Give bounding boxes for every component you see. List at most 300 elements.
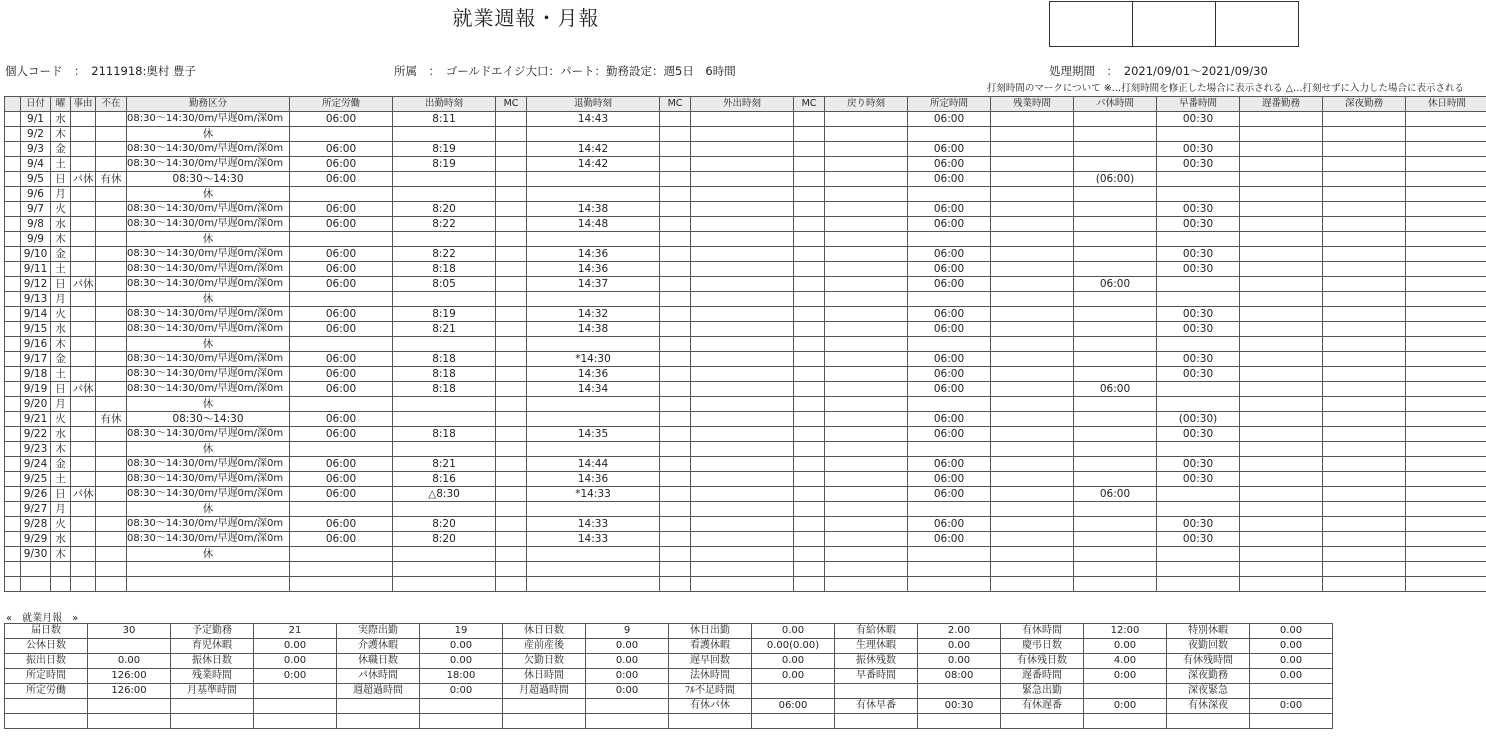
shift-cell: 08:30～14:30/0m/早遅0m/深0m [127, 532, 290, 547]
fixed-hours-cell: 06:00 [908, 307, 991, 322]
holiday-hours-cell [1406, 577, 1486, 592]
reason-cell [71, 187, 96, 202]
go-out-cell [691, 217, 794, 232]
summary-label: 有休時間 [1001, 624, 1084, 639]
late-shift-cell [1240, 412, 1323, 427]
summary-label: 産前産後 [503, 639, 586, 654]
weekday-cell [51, 562, 71, 577]
scheduled-work-cell: 06:00 [290, 457, 393, 472]
summary-value [1084, 684, 1167, 699]
go-out-cell [691, 307, 794, 322]
mc-cell [794, 247, 825, 262]
summary-label: 有休早番 [835, 699, 918, 714]
mc-cell [794, 202, 825, 217]
late-shift-cell [1240, 457, 1323, 472]
go-out-cell [691, 547, 794, 562]
fixed-hours-cell: 06:00 [908, 352, 991, 367]
summary-value: 0.00 [1250, 624, 1333, 639]
early-shift-cell: 00:30 [1157, 112, 1240, 127]
late-shift-cell [1240, 427, 1323, 442]
early-shift-cell [1157, 487, 1240, 502]
column-header: 休日時間 [1406, 97, 1486, 112]
summary-label: 夜勤回数 [1167, 639, 1250, 654]
table-row [5, 382, 1486, 397]
mc-cell [660, 187, 691, 202]
scheduled-work-cell [290, 397, 393, 412]
clock-in-cell: 8:16 [393, 472, 496, 487]
clock-out-cell: *14:30 [527, 352, 660, 367]
absence-cell [96, 202, 127, 217]
summary-value [88, 699, 171, 714]
part-leave-cell [1074, 142, 1157, 157]
mc-cell [794, 547, 825, 562]
column-header: 深夜勤務 [1323, 97, 1406, 112]
mc-cell [660, 292, 691, 307]
night-shift-cell [1323, 307, 1406, 322]
scheduled-work-cell [290, 337, 393, 352]
mc-cell [496, 442, 527, 457]
late-shift-cell [1240, 202, 1323, 217]
go-out-cell [691, 127, 794, 142]
summary-label: 公休日数 [5, 639, 88, 654]
return-cell [825, 532, 908, 547]
late-shift-cell [1240, 187, 1323, 202]
holiday-hours-cell [1406, 232, 1486, 247]
date-cell: 9/5 [21, 172, 51, 187]
clock-in-cell [393, 232, 496, 247]
weekday-cell: 月 [51, 502, 71, 517]
date-cell: 9/10 [21, 247, 51, 262]
shift-cell: 休 [127, 232, 290, 247]
shift-cell: 休 [127, 502, 290, 517]
table-row [5, 202, 1486, 217]
summary-label [337, 714, 420, 729]
overtime-cell [991, 412, 1074, 427]
summary-value: 0.00 [254, 639, 337, 654]
weekday-cell: 土 [51, 262, 71, 277]
early-shift-cell: 00:30 [1157, 457, 1240, 472]
reason-cell: パ休 [72, 173, 94, 185]
summary-label: 看護休暇 [669, 639, 752, 654]
night-shift-cell [1323, 217, 1406, 232]
summary-label: 遅早回数 [669, 654, 752, 669]
summary-value: 0.00 [918, 654, 1001, 669]
mc-cell [496, 517, 527, 532]
summary-value [1084, 714, 1167, 729]
row-marker [5, 232, 21, 247]
night-shift-cell [1323, 337, 1406, 352]
holiday-hours-cell [1406, 142, 1486, 157]
late-shift-cell [1240, 562, 1323, 577]
scheduled-work-cell: 06:00 [290, 412, 393, 427]
fixed-hours-cell: 06:00 [908, 202, 991, 217]
mc-cell [496, 322, 527, 337]
mc-cell [496, 172, 527, 187]
mc-cell [496, 397, 527, 412]
fixed-hours-cell: 06:00 [908, 412, 991, 427]
absence-cell [96, 187, 127, 202]
late-shift-cell [1240, 112, 1323, 127]
column-header: 不在 [96, 97, 127, 112]
early-shift-cell [1157, 277, 1240, 292]
return-cell [825, 367, 908, 382]
clock-in-cell: 8:22 [393, 217, 496, 232]
overtime-cell [991, 202, 1074, 217]
clock-out-cell [527, 232, 660, 247]
part-leave-cell [1074, 232, 1157, 247]
clock-out-cell: 14:42 [527, 157, 660, 172]
part-leave-cell [1074, 397, 1157, 412]
late-shift-cell [1240, 547, 1323, 562]
holiday-hours-cell [1406, 532, 1486, 547]
holiday-hours-cell [1406, 262, 1486, 277]
date-cell: 9/4 [21, 157, 51, 172]
overtime-cell [991, 532, 1074, 547]
night-shift-cell [1323, 427, 1406, 442]
clock-in-cell: 8:20 [393, 532, 496, 547]
absence-cell [96, 532, 127, 547]
daily-attendance-table [4, 96, 1486, 592]
early-shift-cell: 00:30 [1157, 307, 1240, 322]
mc-cell [496, 112, 527, 127]
night-shift-cell [1323, 367, 1406, 382]
fixed-hours-cell: 06:00 [908, 277, 991, 292]
mc-cell [496, 217, 527, 232]
summary-value: 0.00 [420, 639, 503, 654]
summary-label: 介護休暇 [337, 639, 420, 654]
absence-cell [96, 502, 127, 517]
early-shift-cell [1157, 502, 1240, 517]
shift-cell: 08:30～14:30 [127, 412, 290, 427]
weekday-cell: 日 [51, 277, 71, 292]
return-cell [825, 577, 908, 592]
summary-label: 有給休暇 [835, 624, 918, 639]
mc-cell [496, 157, 527, 172]
table-row [5, 322, 1486, 337]
overtime-cell [991, 322, 1074, 337]
scheduled-work-cell: 06:00 [290, 382, 393, 397]
summary-value: 9 [586, 624, 669, 639]
late-shift-cell [1240, 472, 1323, 487]
clock-in-cell: 8:20 [393, 202, 496, 217]
return-cell [825, 322, 908, 337]
date-cell: 9/26 [21, 487, 51, 502]
row-marker [5, 532, 21, 547]
summary-label: 深夜緊急 [1167, 684, 1250, 699]
early-shift-cell [1157, 337, 1240, 352]
shift-cell: 休 [127, 127, 290, 142]
clock-out-cell [527, 547, 660, 562]
holiday-hours-cell [1406, 352, 1486, 367]
column-header: 勤務区分 [127, 97, 290, 112]
scheduled-work-cell [290, 577, 393, 592]
return-cell [825, 217, 908, 232]
table-row [5, 457, 1486, 472]
summary-value: 0.00 [586, 639, 669, 654]
summary-value: 0.00 [752, 654, 835, 669]
night-shift-cell [1323, 412, 1406, 427]
part-leave-cell [1074, 217, 1157, 232]
scheduled-work-cell [290, 127, 393, 142]
column-header: MC [794, 97, 825, 112]
row-marker [5, 367, 21, 382]
return-cell [825, 517, 908, 532]
mc-cell [794, 427, 825, 442]
date-cell: 9/1 [21, 112, 51, 127]
late-shift-cell [1240, 127, 1323, 142]
fixed-hours-cell: 06:00 [908, 382, 991, 397]
table-row [5, 442, 1486, 457]
part-leave-cell [1074, 352, 1157, 367]
summary-value: 30 [88, 624, 171, 639]
summary-label [835, 684, 918, 699]
summary-value: 21 [254, 624, 337, 639]
summary-value: 0.00 [1250, 654, 1333, 669]
late-shift-cell [1240, 442, 1323, 457]
absence-cell [96, 397, 127, 412]
weekday-cell: 木 [51, 127, 71, 142]
mc-cell [660, 487, 691, 502]
mc-cell [496, 412, 527, 427]
summary-label: 週超過時間 [337, 684, 420, 699]
clock-in-cell [393, 442, 496, 457]
reason-cell [71, 547, 96, 562]
stamp-box[interactable] [1050, 2, 1133, 47]
table-row [5, 547, 1486, 562]
shift-cell: 08:30～14:30/0m/早遅0m/深0m [127, 142, 290, 157]
go-out-cell [691, 562, 794, 577]
reason-cell [71, 202, 96, 217]
summary-label: 振休日数 [171, 654, 254, 669]
mc-cell [660, 232, 691, 247]
summary-label [337, 699, 420, 714]
row-marker [5, 127, 21, 142]
holiday-hours-cell [1406, 202, 1486, 217]
clock-in-cell [393, 562, 496, 577]
fixed-hours-cell: 06:00 [908, 322, 991, 337]
stamp-box[interactable] [1216, 2, 1299, 47]
row-marker [5, 562, 21, 577]
summary-label [5, 699, 88, 714]
summary-value: 18:00 [420, 669, 503, 684]
table-row [5, 367, 1486, 382]
shift-cell: 08:30～14:30/0m/早遅0m/深0m [127, 322, 290, 337]
reason-cell [71, 427, 96, 442]
reason-cell: パ休 [72, 278, 94, 290]
shift-cell: 08:30～14:30/0m/早遅0m/深0m [127, 457, 290, 472]
return-cell [825, 277, 908, 292]
weekday-cell: 木 [51, 232, 71, 247]
mc-cell [794, 127, 825, 142]
early-shift-cell [1157, 382, 1240, 397]
mc-cell [794, 532, 825, 547]
night-shift-cell [1323, 127, 1406, 142]
stamp-mark-legend: 打刻時間のマークについて ※…打刻時間を修正した場合に表示される △…打刻せずに入力した場合に表示される [986, 83, 1464, 94]
absence-cell [96, 277, 127, 292]
go-out-cell [691, 142, 794, 157]
go-out-cell [691, 427, 794, 442]
summary-label [503, 714, 586, 729]
column-header: 曜 [51, 97, 71, 112]
reason-cell [71, 112, 96, 127]
overtime-cell [991, 292, 1074, 307]
fixed-hours-cell: 06:00 [908, 157, 991, 172]
summary-label: 有休パ休 [669, 699, 752, 714]
holiday-hours-cell [1406, 472, 1486, 487]
absence-cell [96, 127, 127, 142]
late-shift-cell [1240, 532, 1323, 547]
scheduled-work-cell [290, 502, 393, 517]
reason-cell [71, 412, 96, 427]
scheduled-work-cell: 06:00 [290, 202, 393, 217]
absence-cell [96, 547, 127, 562]
row-marker [5, 547, 21, 562]
early-shift-cell: 00:30 [1157, 322, 1240, 337]
clock-in-cell [393, 412, 496, 427]
clock-out-cell [527, 577, 660, 592]
go-out-cell [691, 457, 794, 472]
weekday-cell: 木 [51, 547, 71, 562]
absence-cell [96, 217, 127, 232]
column-header: 遅番勤務 [1240, 97, 1323, 112]
return-cell [825, 187, 908, 202]
summary-label: 休日出勤 [669, 624, 752, 639]
row-marker [5, 487, 21, 502]
absence-cell: 有休 [96, 172, 127, 187]
summary-row [5, 714, 1333, 729]
part-leave-cell [1074, 337, 1157, 352]
fixed-hours-cell: 06:00 [908, 247, 991, 262]
part-leave-cell [1074, 472, 1157, 487]
summary-value [918, 684, 1001, 699]
date-cell: 9/25 [21, 472, 51, 487]
weekday-cell: 月 [51, 292, 71, 307]
table-row [5, 157, 1486, 172]
summary-value: 0.00 [1084, 639, 1167, 654]
scheduled-work-cell: 06:00 [290, 367, 393, 382]
overtime-cell [991, 112, 1074, 127]
summary-value: 126:00 [88, 669, 171, 684]
summary-label [171, 714, 254, 729]
mc-cell [496, 547, 527, 562]
reason-cell [71, 502, 96, 517]
holiday-hours-cell [1406, 307, 1486, 322]
scheduled-work-cell: 06:00 [290, 112, 393, 127]
go-out-cell [691, 262, 794, 277]
go-out-cell [691, 202, 794, 217]
table-row [5, 112, 1486, 127]
summary-label: 所定労働 [5, 684, 88, 699]
weekday-cell: 日 [51, 172, 71, 187]
shift-cell [127, 577, 290, 592]
late-shift-cell [1240, 277, 1323, 292]
column-header: MC [496, 97, 527, 112]
mc-cell [496, 127, 527, 142]
night-shift-cell [1323, 472, 1406, 487]
clock-in-cell [393, 577, 496, 592]
return-cell [825, 442, 908, 457]
mc-cell [660, 322, 691, 337]
date-cell: 9/28 [21, 517, 51, 532]
summary-value [1250, 714, 1333, 729]
shift-cell: 08:30～14:30/0m/早遅0m/深0m [127, 487, 290, 502]
holiday-hours-cell [1406, 172, 1486, 187]
scheduled-work-cell [290, 442, 393, 457]
table-row [5, 307, 1486, 322]
holiday-hours-cell [1406, 187, 1486, 202]
clock-out-cell: 14:42 [527, 142, 660, 157]
row-marker [5, 442, 21, 457]
absence-cell [96, 142, 127, 157]
mc-cell [660, 142, 691, 157]
go-out-cell [691, 232, 794, 247]
night-shift-cell [1323, 202, 1406, 217]
stamp-box[interactable] [1133, 2, 1216, 47]
row-marker [5, 307, 21, 322]
mc-cell [794, 172, 825, 187]
mc-cell [794, 457, 825, 472]
reason-cell [71, 127, 96, 142]
row-marker [5, 142, 21, 157]
shift-cell: 08:30～14:30/0m/早遅0m/深0m [127, 217, 290, 232]
fixed-hours-cell: 06:00 [908, 532, 991, 547]
scheduled-work-cell: 06:00 [290, 277, 393, 292]
clock-out-cell: 14:48 [527, 217, 660, 232]
weekday-cell: 木 [51, 337, 71, 352]
mc-cell [794, 277, 825, 292]
reason-cell [71, 457, 96, 472]
scheduled-work-cell: 06:00 [290, 472, 393, 487]
fixed-hours-cell [908, 397, 991, 412]
row-marker [5, 352, 21, 367]
early-shift-cell: 00:30 [1157, 142, 1240, 157]
summary-value [918, 714, 1001, 729]
overtime-cell [991, 262, 1074, 277]
summary-value: 0:00 [1250, 699, 1333, 714]
overtime-cell [991, 187, 1074, 202]
return-cell [825, 307, 908, 322]
late-shift-cell [1240, 292, 1323, 307]
holiday-hours-cell [1406, 367, 1486, 382]
early-shift-cell [1157, 562, 1240, 577]
affiliation: 所属 ： ゴールドエイジ大口：パート：勤務設定：週5日 6時間 [394, 64, 736, 78]
date-cell: 9/21 [21, 412, 51, 427]
date-cell: 9/7 [21, 202, 51, 217]
mc-cell [794, 262, 825, 277]
row-marker [5, 517, 21, 532]
clock-in-cell: 8:20 [393, 517, 496, 532]
fixed-hours-cell: 06:00 [908, 172, 991, 187]
return-cell [825, 172, 908, 187]
row-marker [5, 397, 21, 412]
weekday-cell: 月 [51, 187, 71, 202]
table-row [5, 577, 1486, 592]
summary-label: 実際出勤 [337, 624, 420, 639]
overtime-cell [991, 502, 1074, 517]
clock-out-cell [527, 172, 660, 187]
clock-in-cell: 8:18 [393, 427, 496, 442]
mc-cell [660, 442, 691, 457]
mc-cell [496, 142, 527, 157]
scheduled-work-cell: 06:00 [290, 157, 393, 172]
scheduled-work-cell [290, 187, 393, 202]
table-row [5, 502, 1486, 517]
mc-cell [496, 202, 527, 217]
late-shift-cell [1240, 322, 1323, 337]
return-cell [825, 397, 908, 412]
clock-out-cell: 14:43 [527, 112, 660, 127]
summary-value: 0.00 [420, 654, 503, 669]
